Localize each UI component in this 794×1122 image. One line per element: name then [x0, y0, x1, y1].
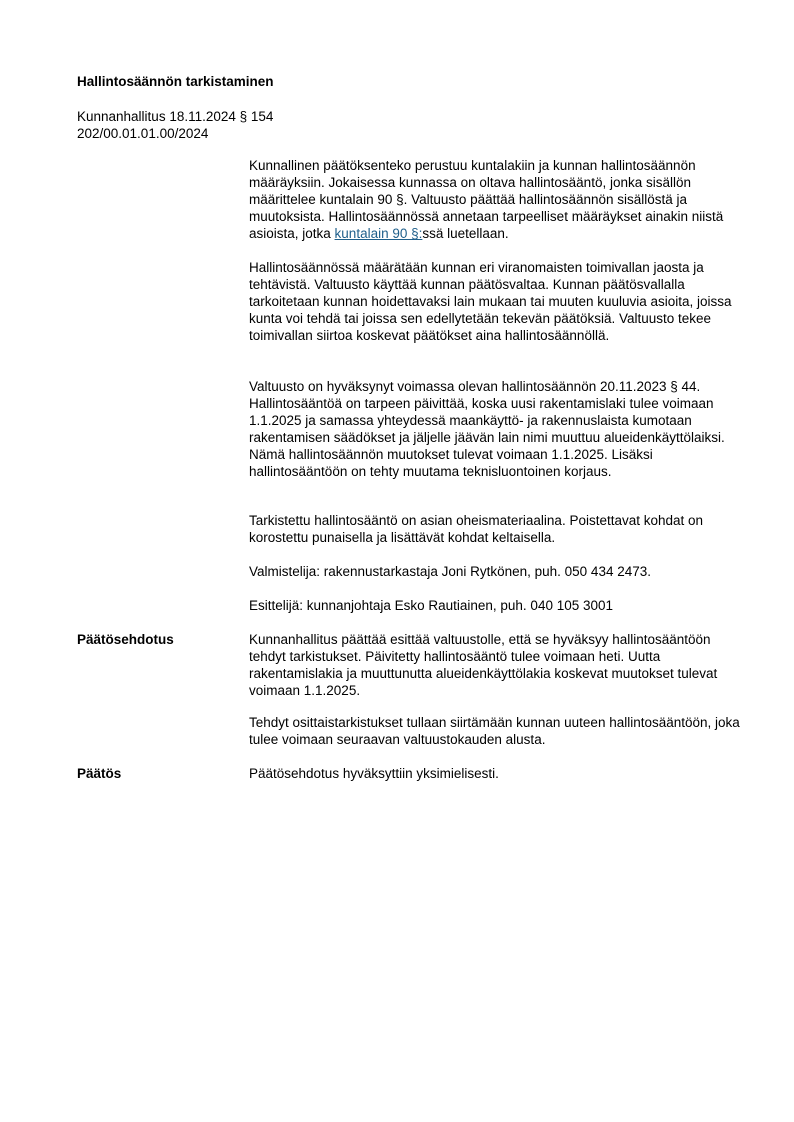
- paragraph-text: Päätösehdotus hyväksyttiin yksimielisesti.: [249, 766, 499, 781]
- paragraph-text: ssä luetellaan.: [422, 226, 509, 241]
- paragraph-text: Valtuusto on hyväksynyt voimassa olevan hallintosäännön 20.11.2023 § 44. Hallintosääntöä on tarpeen päivittää, koska uusi rakentamislaki tulee voimaan 1.1.2025 ja samassa yhteydessä maankäyttö- ja rakennuslaista kumotaan rakentamisen säädökset ja jäljelle jäävän lain nimi muuttuu alueidenkäyttölaiksi. Nämä hallintosäännön muutokset tulevat voimaan 1.1.2025. Lisäksi hallintosääntöön on tehty muutama teknisluontoinen korjaus.: [249, 379, 725, 479]
- record-number: 202/00.01.01.00/2024: [77, 126, 209, 141]
- preparer-text: Valmistelija: rakennustarkastaja Joni Rytkönen, puh. 050 434 2473.: [249, 564, 651, 579]
- paragraph-text: Hallintosäännössä määrätään kunnan eri viranomaisten toimivallan jaosta ja tehtävistä. Valtuusto käyttää kunnan päätösvaltaa. Kunnan päätösvallalla tarkoitetaan kunnan hoidettavaksi lain mukaan tai muuten kuuluvia asioita, joissa kunta voi tehdä tai joissa sen edellytetään tekevän päätöksiä. Valtuusto tekee toimivallan siirtoa koskevat päätökset aina hallintosäännöllä.: [249, 260, 732, 343]
- paragraph-text: Kunnallinen päätöksenteko perustuu kuntalakiin ja kunnan hallintosäännön määräyksiin. Jokaisessa kunnassa on oltava hallintosääntö, jonka sisällön määrittelee kuntalain 90 §. Valtuusto päättää hallintosäännön sisällöstä ja muutoksista. Hallintosäännössä annetaan tarpeelliset määräykset ainakin niistä asioista, jotka: [249, 158, 724, 241]
- background-paragraph-3: [249, 378, 744, 480]
- proposal-paragraph-2: [249, 714, 744, 748]
- preparer-line: [249, 563, 744, 580]
- meeting-metadata: [77, 108, 273, 142]
- background-paragraph-2: [249, 259, 744, 344]
- paragraph-text: Tehdyt osittaistarkistukset tullaan siirtämään kunnan uuteen hallintosääntöön, joka tulee voimaan seuraavan valtuustokauden alusta.: [249, 715, 740, 747]
- paragraph-text: Tarkistettu hallintosääntö on asian oheismateriaalina. Poistettavat kohdat on korostettu punaisella ja lisättävät kohdat keltaisella.: [249, 513, 704, 545]
- proposal-label: Päätösehdotus: [77, 632, 174, 647]
- kuntalaki-90-link[interactable]: kuntalain 90 §:: [334, 226, 423, 241]
- paragraph-text: Kunnanhallitus päättää esittää valtuustolle, että se hyväksyy hallintosääntöön tehdyt tarkistukset. Päivitetty hallintosääntö tulee voimaan heti. Uutta rakentamislakia ja muuttunutta alueidenkäyttölakia koskevat muutokset tulevat voimaan 1.1.2025.: [249, 632, 718, 698]
- meeting-reference: Kunnanhallitus 18.11.2024 § 154: [77, 109, 274, 124]
- proposal-paragraph-1: [249, 631, 744, 699]
- decision-label: Päätös: [77, 766, 122, 781]
- background-paragraph-1: [249, 157, 744, 242]
- background-paragraph-4: [249, 512, 744, 546]
- presenter-text: Esittelijä: kunnanjohtaja Esko Rautiainen, puh. 040 105 3001: [249, 598, 614, 613]
- presenter-line: [249, 597, 744, 614]
- decision-text: [249, 765, 744, 782]
- document-title: Hallintosäännön tarkistaminen: [77, 74, 274, 89]
